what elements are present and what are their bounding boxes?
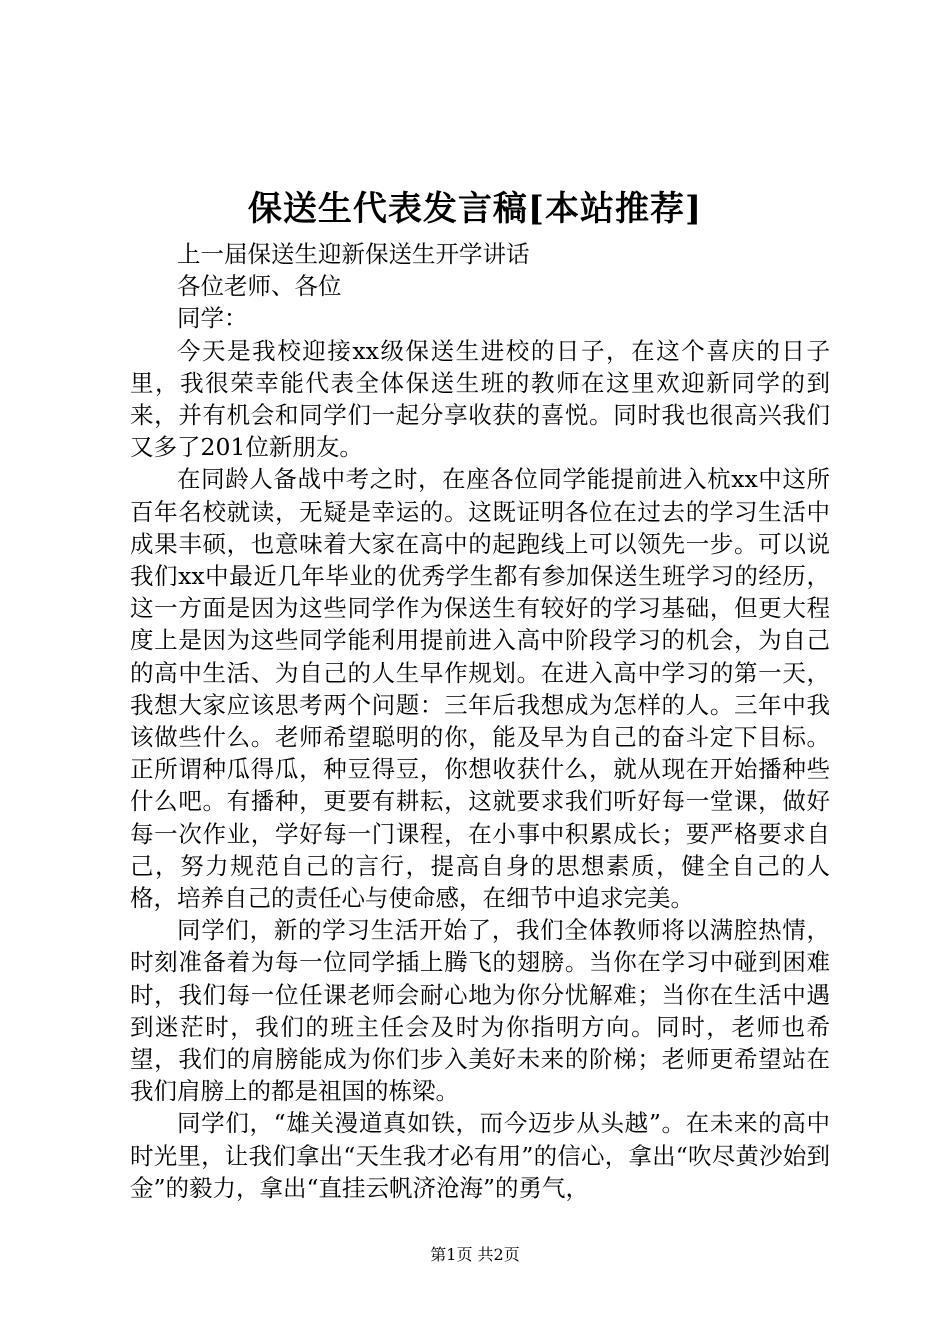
paragraph-subtitle: 上一届保送生迎新保送生开学讲话	[177, 240, 530, 268]
paragraph-salutation-2: 同学：	[177, 304, 248, 333]
paragraph-body-1: 今天是我校迎接xx级保送生进校的日子，在这个喜庆的日子里，我很荣幸能代表全体保送生班的教师在这里欢迎新同学的到来，并有机会和同学们一起分享收获的喜悦。同时我也很高兴我们又多了201位新朋友。	[130, 336, 830, 462]
document-body	[130, 238, 830, 1204]
paragraph-body-3: 同学们，新的学习生活开始了，我们全体教师将以满腔热情，时刻准备着为每一位同学插上腾飞的翅膀。当你在学习中碰到困难时，我们每一位任课老师会耐心地为你分忧解难；当你在生活中遇到迷茫时，我们的班主任会及时为你指明方向。同时，老师也希望，我们的肩膀能成为你们步入美好未来的阶梯；老师更希望站在我们肩膀上的都是祖国的栋梁。	[130, 916, 830, 1106]
page-footer: 第1页 共2页	[430, 1245, 520, 1264]
document-title: 保送生代表发言稿[本站推荐]	[247, 189, 703, 229]
paragraph-body-2: 在同龄人备战中考之时，在座各位同学能提前进入杭xx中这所百年名校就读，无疑是幸运的。这既证明各位在过去的学习生活中成果丰硕，也意味着大家在高中的起跑线上可以领先一步。可以说我们xx中最近几年毕业的优秀学生都有参加保送生班学习的经历，这一方面是因为这些同学作为保送生有较好的学习基础，但更大程度上是因为这些同学能利用提前进入高中阶段学习的机会，为自己的高中生活、为自己的人生早作规划。在进入高中学习的第一天，我想大家应该思考两个问题：三年后我想成为怎样的人。三年中我该做些什么。老师希望聪明的你，能及早为自己的奋斗定下目标。正所谓种瓜得瓜，种豆得豆，你想收获什么，就从现在开始播种些什么吧。有播种，更要有耕耘，这就要求我们听好每一堂课，做好每一次作业，学好每一门课程，在小事中积累成长；要严格要求自己，努力规范自己的言行，提高自身的思想素质，健全自己的人格，培养自己的责任心与使命感，在细节中追求完美。	[130, 465, 830, 913]
paragraph-salutation-1: 各位老师、各位	[177, 272, 342, 301]
paragraph-body-4: 同学们，“雄关漫道真如铁，而今迈步从头越”。在未来的高中时光里，让我们拿出“天生我才必有用”的信心，拿出“吹尽黄沙始到金”的毅力，拿出“直挂云帆济沧海”的勇气，	[130, 1109, 830, 1202]
